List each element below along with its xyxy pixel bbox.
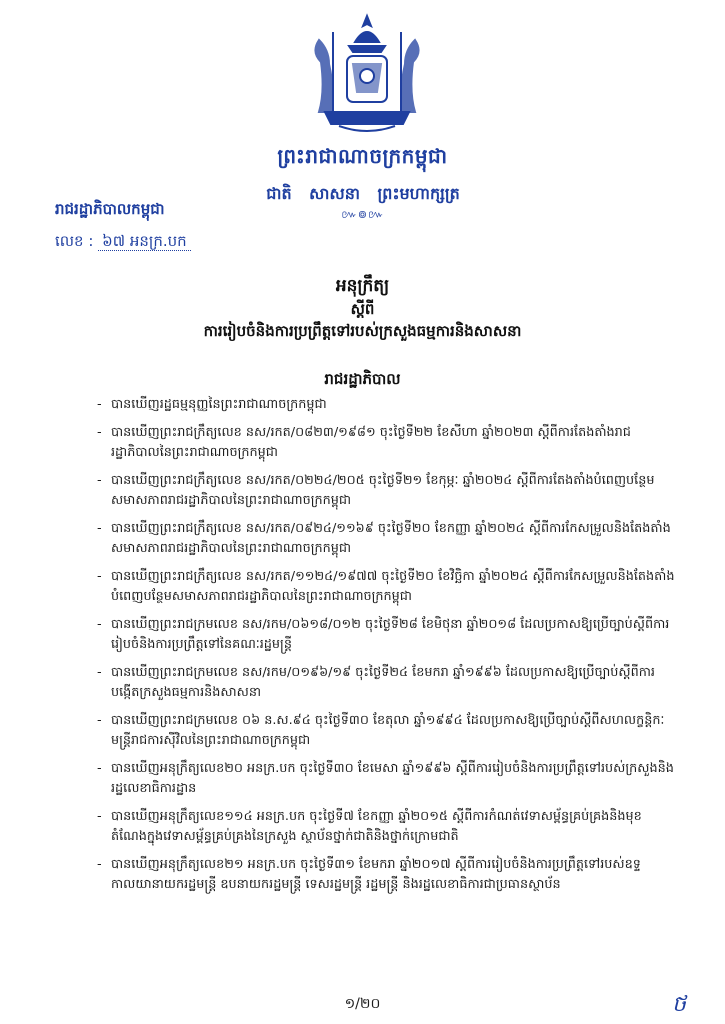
document-subject: ការរៀបចំនិងការប្រព្រឹត្តទៅរបស់ក្រសួងធម្មការនិងសាសនា [203, 322, 522, 340]
kingdom-title: ព្រះរាជាណាចក្រកម្ពុជា [277, 144, 448, 168]
list-item: - បានឃើញអនុក្រឹត្យលេខ២១ អនក្រ.បក ចុះថ្ងៃទី៣១ ខែមករា ឆ្នាំ២០១៧ ស្តីពីការរៀបចំនិងការប្រព្រឹត្តទៅរបស់ឧទ្ទកាលយានាយករដ្ឋមន្ត្រី ឧបនាយករដ្ឋមន្ត្រី ទេសរដ្ឋមន្ត្រី រដ្ឋមន្ត្រី និងរដ្ឋលេខាធិការជាប្រធានស្ថាប័ន [97, 856, 641, 892]
list-item: - បានឃើញព្រះរាជក្រមលេខ ០៦ ន.ស.៩៤ ចុះថ្ងៃទី៣០ ខែតុលា ឆ្នាំ១៩៩៤ ដែលប្រកាសឱ្យប្រើច្បាប់ស្តីពីសហលក្ខន្តិកៈមន្ត្រីរាជការស៊ីវិលនៃព្រះរាជាណាចក្រកម្ពុជា [97, 712, 665, 748]
document-type: អនុក្រឹត្យ [335, 276, 390, 296]
reference-label: លេខ : [55, 232, 94, 250]
list-item: - បានឃើញព្រះរាជក្រឹត្យលេខ នស/រកត/១១២៤/១៩៧៧ ចុះថ្ងៃទី២០ ខែវិច្ឆិកា ឆ្នាំ២០២៤ ស្តីពីការកែសម្រួលនិងតែងតាំងបំពេញបន្ថែមសមាសភាពរាជរដ្ឋាភិបាលនៃព្រះរាជាណាចក្រកម្ពុជា [97, 568, 675, 604]
list-item: - បានឃើញអនុក្រឹត្យលេខ១១៤ អនក្រ.បក ចុះថ្ងៃទី៧ ខែកញ្ញា ឆ្នាំ២០១៥ ស្តីពីការកំណត់វេទាសម្ព័ន្ធគ្រប់គ្រងនិងមុខតំណែងក្នុងវេទាសម្ព័ន្ធគ្រប់គ្រងនៃក្រសួង ស្ថាប័នថ្នាក់ជាតិនិងថ្នាក់ក្រោមជាតិ [97, 808, 642, 844]
document-about: ស្តីពី [350, 300, 375, 318]
list-item: - បានឃើញព្រះរាជក្រឹត្យលេខ នស/រកត/០៩២៤/១១៦៩ ចុះថ្ងៃទី២០ ខែកញ្ញា ឆ្នាំ២០២៤ ស្តីពីការកែសម្រួលនិងតែងតាំងសមាសភាពរាជរដ្ឋាភិបាលនៃព្រះរាជាណាចក្រកម្ពុជា [97, 520, 671, 556]
list-item: - បានឃើញរដ្ឋធម្មនុញ្ញនៃព្រះរាជាណាចក្រកម្ពុជា [97, 397, 327, 412]
reference-number [55, 232, 191, 254]
list-item: - បានឃើញព្រះរាជក្រឹត្យលេខ នស/រកត/០២២៤/២០៥ ចុះថ្ងៃទី២១ ខែកុម្ភៈ ឆ្នាំ២០២៤ ស្តីពីការតែងតាំងបំពេញបន្ថែមសមាសភាពរាជរដ្ឋាភិបាលនៃព្រះរាជាណាចក្រកម្ពុជា [97, 472, 655, 508]
page-number: ១/២០ [344, 996, 381, 1012]
national-motto: ជាតិ សាសនា ព្រះមហាក្សត្រ [266, 184, 460, 203]
list-item: - បានឃើញព្រះរាជក្រមលេខ នស/រកម/០៦១៨/០១២ ចុះថ្ងៃទី២៨ ខែមិថុនា ឆ្នាំ២០១៨ ដែលប្រកាសឱ្យប្រើច្បាប់ស្តីពីការរៀបចំនិងការប្រព្រឹត្តទៅនៃគណៈរដ្ឋមន្ត្រី [97, 616, 670, 652]
issuer-name: រាជរដ្ឋាភិបាលកម្ពុជា [55, 200, 165, 218]
handwritten-initial: ថ [672, 992, 686, 1017]
list-item: - បានឃើញព្រះរាជក្រឹត្យលេខ នស/រកត/០៨២៣/១៩៨១ ចុះថ្ងៃទី២២ ខែសីហា ឆ្នាំ២០២៣ ស្តីពីការតែងតាំងរាជរដ្ឋាភិបាលនៃព្រះរាជាណាចក្រកម្ពុជា [97, 424, 631, 460]
royal-coat-of-arms-icon [303, 12, 431, 137]
list-item: - បានឃើញព្រះរាជក្រមលេខ នស/រកម/០១៩៦/១៩ ចុះថ្ងៃទី២៤ ខែមករា ឆ្នាំ១៩៩៦ ដែលប្រកាសឱ្យប្រើច្បាប់ស្តីពីការបង្កើតក្រសួងធម្មការនិងសាសនា [97, 664, 655, 700]
reference-value: ៦៧ អនក្រ.បក [98, 232, 191, 251]
government-heading: រាជរដ្ឋាភិបាល [324, 370, 401, 388]
ornament-divider: ៚៙៚ [341, 208, 385, 221]
list-item: - បានឃើញអនុក្រឹត្យលេខ២០ អនក្រ.បក ចុះថ្ងៃទី៣០ ខែមេសា ឆ្នាំ១៩៩៦ ស្តីពីការរៀបចំនិងការប្រព្រឹត្តទៅរបស់ក្រសួងនិងរដ្ឋលេខាធិការដ្ឋាន [97, 760, 674, 796]
legal-references-list [97, 395, 675, 903]
